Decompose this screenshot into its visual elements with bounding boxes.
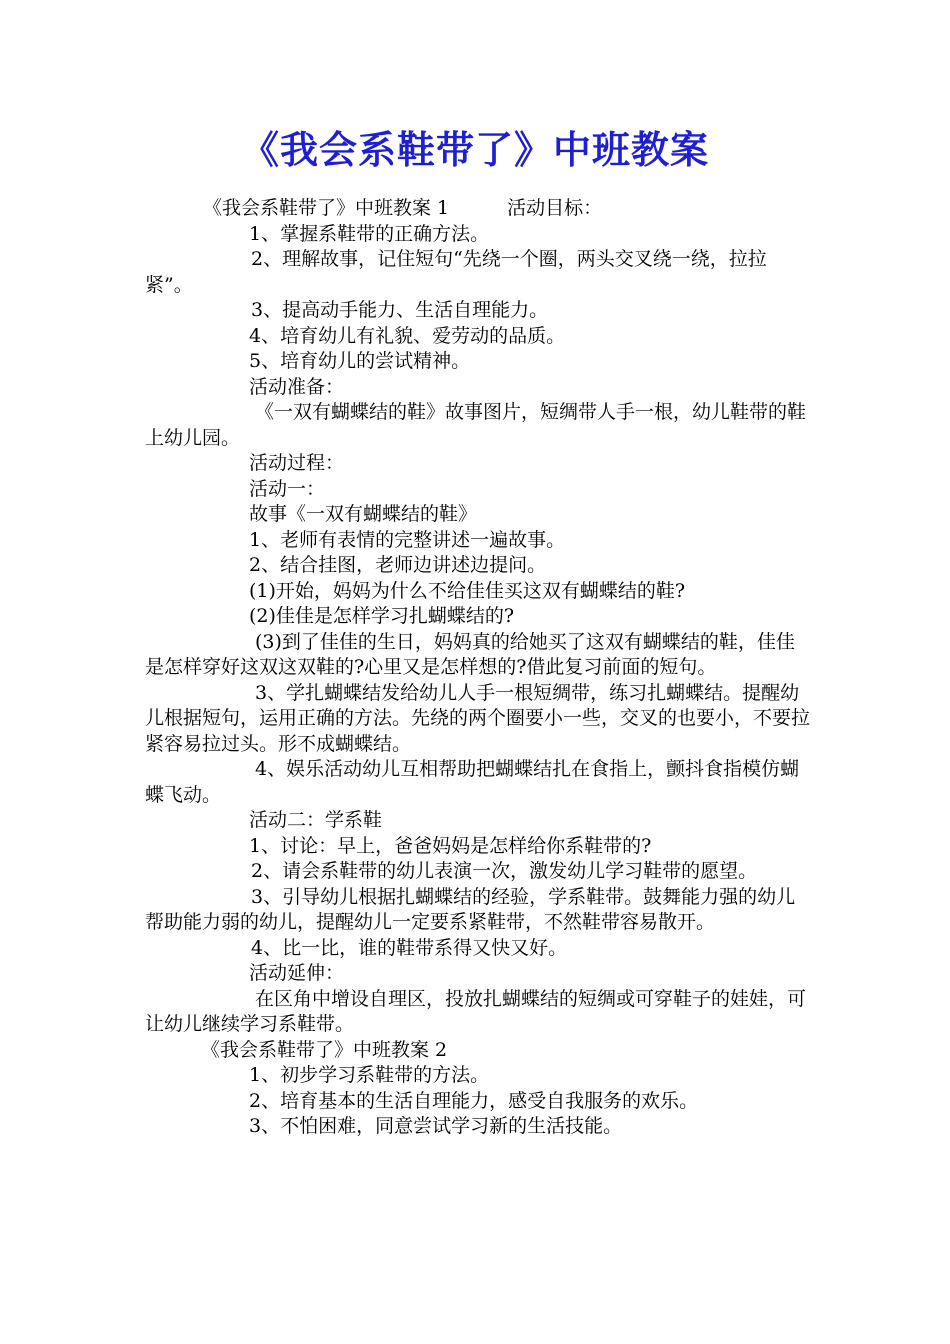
paragraph: 1、讨论：早上，爸爸妈妈是怎样给你系鞋带的?	[249, 834, 652, 857]
paragraph: 5、培育幼儿的尝试精神。	[249, 350, 471, 372]
paragraph: 3、引导幼儿根据扎蝴蝶结的经验，学系鞋带。鼓舞能力强的幼儿帮助能力弱的幼儿，提醒幼儿一定要系紧鞋带，不然鞋带容易散开。	[145, 885, 796, 933]
plan2-heading: 《我会系鞋带了》中班教案 2	[201, 1038, 448, 1061]
paragraph: 3、学扎蝴蝶结发给幼儿人手一根短绸带，练习扎蝴蝶结。提醒幼儿根据短句，运用正确的方法。先绕的两个圈要小一些，交叉的也要小，不要拉紧容易拉过头。形不成蝴蝶结。	[145, 681, 811, 755]
paragraph: 故事《一双有蝴蝶结的鞋》	[249, 503, 478, 525]
paragraph: 1、掌握系鞋带的正确方法。	[249, 222, 490, 245]
goal-label: 活动目标：	[507, 197, 603, 219]
section-heading: 活动一：	[249, 477, 326, 500]
paragraph: 2、理解故事，记住短句“先绕一个圈，两头交叉绕一绕，拉拉紧”。	[145, 248, 767, 296]
paragraph: 2、结合挂图，老师边讲述边提问。	[249, 554, 547, 576]
paragraph: 4、娱乐活动幼儿互相帮助把蝴蝶结扎在食指上，颤抖食指模仿蝴蝶飞动。	[145, 758, 800, 806]
paragraph: 4、比一比，谁的鞋带系得又快又好。	[251, 936, 568, 959]
paragraph: 《一双有蝴蝶结的鞋》故事图片，短绸带人手一根，幼儿鞋带的鞋上幼儿园。	[145, 401, 807, 449]
paragraph: 4、培育幼儿有礼貌、爱劳动的品质。	[249, 324, 566, 347]
section-heading: 活动准备：	[249, 375, 345, 398]
section-heading: 活动二：学系鞋	[249, 809, 383, 831]
paragraph: (2)佳佳是怎样学习扎蝴蝶结的?	[249, 605, 515, 627]
paragraph: 3、提高动手能力、生活自理能力。	[251, 299, 549, 321]
section-heading: 活动延伸：	[249, 962, 345, 984]
plan1-heading: 《我会系鞋带了》中班教案 1	[203, 197, 450, 219]
document-title: 《我会系鞋带了》中班教案	[240, 128, 709, 172]
paragraph: (1)开始，妈妈为什么不给佳佳买这双有蝴蝶结的鞋?	[249, 579, 686, 602]
document-body	[145, 196, 813, 1140]
paragraph: 2、培育基本的生活自理能力，感受自我服务的欢乐。	[249, 1089, 699, 1112]
paragraph: 3、不怕困难，同意尝试学习新的生活技能。	[249, 1115, 623, 1137]
plan1-heading-line	[145, 196, 813, 222]
paragraph: 在区角中增设自理区，投放扎蝴蝶结的短绸或可穿鞋子的娃娃，可让幼儿继续学习系鞋带。	[145, 987, 807, 1035]
paragraph: 1、初步学习系鞋带的方法。	[249, 1064, 490, 1086]
paragraph: 1、老师有表情的完整讲述一遍故事。	[249, 528, 566, 551]
paragraph: 2、请会系鞋带的幼儿表演一次，激发幼儿学习鞋带的愿望。	[251, 860, 758, 882]
paragraph: (3)到了佳佳的生日，妈妈真的给她买了这双有蝴蝶结的鞋，佳佳是怎样穿好这双这双鞋的?心里又是怎样想的?借此复习前面的短句。	[145, 630, 795, 678]
section-heading: 活动过程：	[249, 452, 345, 474]
